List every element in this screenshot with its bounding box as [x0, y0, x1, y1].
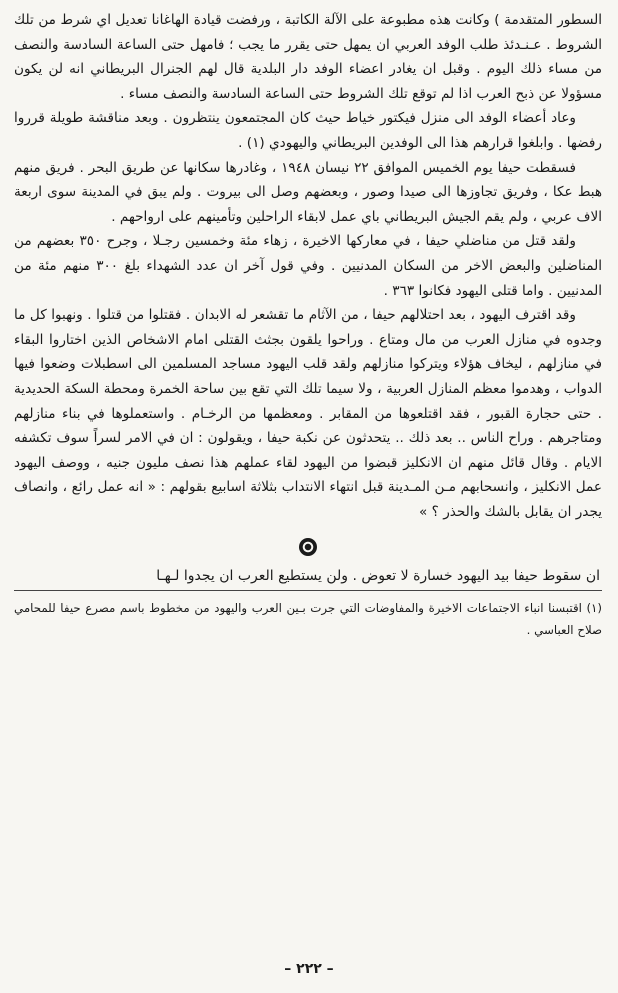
footnote: (١) اقتبسنا انباء الاجتماعات الاخيرة والمفاوضات التي جرت بـين العرب واليهود من مخطوط باسم مصرع حيفا للمحامي صلاح العباسي .: [14, 601, 602, 638]
paragraph-5: وقد اقترف اليهود ، بعد احتلالهم حيفا ، من الآثام ما تقشعر له الابدان . فقتلوا من قتلوا . ونهبوا كل ما وجدوه في منازل العرب من مال ومتاع . وراحوا يلقون بجثث القتلى امام الاشخاص الذين اختاروا البقاء في منازلهم ، ليخاف هؤلاء ويتركوا منازلهم ولقد قلب اليهود مساجد المسلمين الى اسطبلات وضعوا فيها الدواب ، وهدموا معظم المنازل العربية ، ولا سيما تلك التي تقع بين ساحة الخمرة ومحطة السكة الحديدية . حتى حجارة القبور ، فقد اقتلعوها من المقابر . ومعظمها من الرخـام . واستعملوها في بناء منازلهم ومتاجرهم . وراح الناس .. بعد ذلك .. يتحدثون عن نكبة حيفا ، ويقولون : ان في الامر لسراً سوف تكشفه الايام . وقال قائل منهم ان الانكليز قبضوا من اليهود لقاء عملهم هذا نصف مليون جنيه ، ووصف اليهود عمل الانكليز ، وانسحابهم مـن المـدينة قبل انتهاء الانتداب بثلاثة اسابيع بقولهم : « انه عمل رائع ، وانصاف يجدر ان يقابل بالشك والحذر ؟ »: [14, 307, 602, 520]
footnote-divider: [14, 590, 602, 591]
closing-line: ان سقوط حيفا بيد اليهود خسارة لا تعوض . ولن يستطيع العرب ان يجدوا لـهـا: [156, 568, 600, 585]
paragraph-4: ولقد قتل من مناضلي حيفا ، في معاركها الاخيرة ، زهاء مئة وخمسين رجـلا ، وجرح ٣٥٠ بعضهم من المناضلين والبعض الاخر من السكان المدنيين . وفي قول آخر ان عدد الشهداء بلغ ٣٠٠ منهم مئة من المدنيين . واما قتلى اليهود فكانوا ٣٦٣ .: [14, 233, 602, 299]
paragraph-3: فسقطت حيفا يوم الخميس الموافق ٢٢ نيسان ١٩٤٨ ، وغادرها سكانها عن طريق البحر . فريق منهم هبط عكا ، وفريق تجاوزها الى صيدا وصور ، وبعضهم وصل الى بيروت . ولم يبق في المدينة سوى اربعة الاف عربي ، ولم يقم الجيش البريطاني باي عمل لابقاء الراحلين وتأمينهم على ارواحهم .: [14, 159, 602, 225]
main-text: [14, 8, 602, 524]
paragraph-2: وعاد أعضاء الوفد الى منزل فيكتور خياط حيث كان المجتمعون ينتظرون . وبعد مناقشة طويلة قرروا رفضها . وابلغوا قرارهم هذا الى الوفدين البريطاني واليهودي (١) .: [14, 110, 602, 151]
paragraph-1: السطور المتقدمة ) وكانت هذه مطبوعة على الآلة الكاتبة ، ورفضت قيادة الهاغانا تعديل اي شرط من تلك الشروط . عـنـدئذ طلب الوفد العربي ان يمهل حتى يقرر ما يجب ؛ فامهل حتى الساعة السادسة والنصف من مساء ذلك اليوم . وقبل ان يغادر اعضاء الوفد دار البلدية قال لهم الجنرال البريطاني انه لن يكون مسؤولا عن ذبح العرب اذا لم توقع تلك الشروط حتى الساعة السادسة والنصف مساء .: [14, 12, 602, 102]
page-number: – ٢٢٢ –: [284, 961, 334, 977]
section-ornament-icon: [299, 538, 317, 556]
